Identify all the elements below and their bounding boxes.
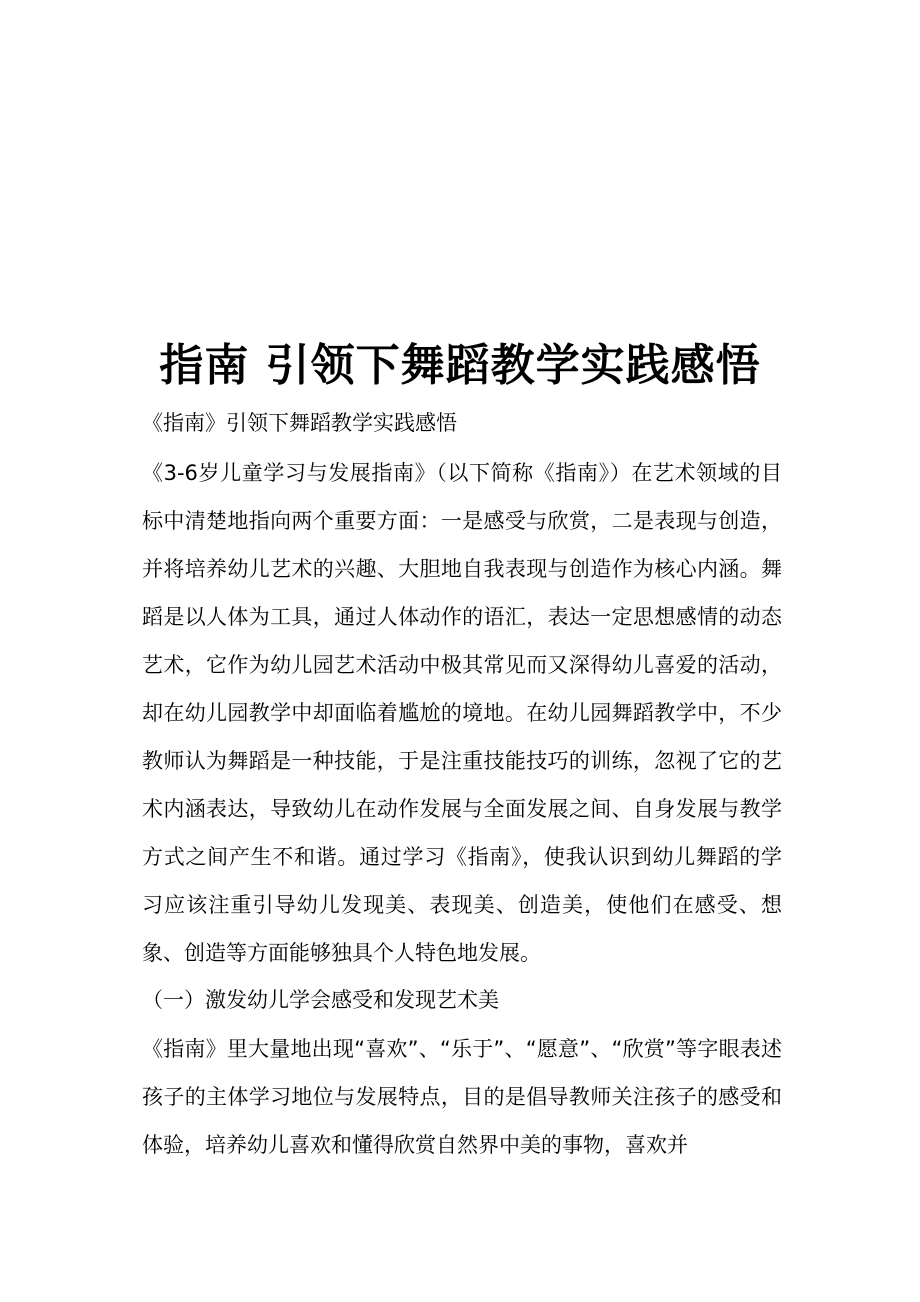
document-subtitle: 《指南》引领下舞蹈教学实践感悟 <box>142 411 457 435</box>
body-paragraph-2: 《指南》里大量地出现“喜欢”、“乐于”、“愿意”、“欣赏”等字眼表述孩子的主体学习地位与发展特点，目的是倡导教师关注孩子的感受和体验，培养幼儿喜欢和懂得欣赏自然界中美的事物，喜欢并 <box>142 1037 782 1157</box>
document-title: 指南 引领下舞蹈教学实践感悟 <box>159 340 761 391</box>
body-paragraph-1: 《3-6岁儿童学习与发展指南》（以下简称《指南》）在艺术领域的目标中清楚地指向两个重要方面：一是感受与欣赏，二是表现与创造，并将培养幼儿艺术的兴趣、大胆地自我表现与创造作为核心内涵。舞蹈是以人体为工具，通过人体动作的语汇，表达一定思想感情的动态艺术，它作为幼儿园艺术活动中极其常见而又深得幼儿喜爱的活动，却在幼儿园教学中却面临着尴尬的境地。在幼儿园舞蹈教学中，不少教师认为舞蹈是一种技能，于是注重技能技巧的训练，忽视了它的艺术内涵表达，导致幼儿在动作发展与全面发展之间、自身发展与教学方式之间产生不和谐。通过学习《指南》，使我认识到幼儿舞蹈的学习应该注重引导幼儿发现美、表现美、创造美，使他们在感受、想象、创造等方面能够独具个人特色地发展。 <box>142 461 782 965</box>
section-heading-1: （一）激发幼儿学会感受和发现艺术美 <box>142 988 499 1012</box>
